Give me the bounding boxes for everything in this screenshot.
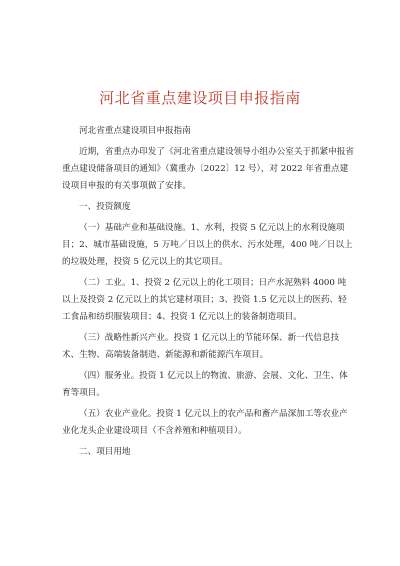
investment-item-industry: （二）工业。1、投资 2 亿元以上的化工项目；日产水泥熟料 4000 吨以上及投资 2 亿元以上的其它建材项目；3、投资 1.5 亿元以上的医药、轻工食品和纺织服装项目；4、投资 1 亿元以上的装备制造项目。 bbox=[62, 278, 347, 322]
section-heading-investment: 一、投资额度 bbox=[79, 202, 131, 212]
section-heading-land: 二、项目用地 bbox=[79, 447, 131, 457]
investment-item-agriculture: （五）农业产业化。投资 1 亿元以上的农产品和畜产品深加工等农业产业化龙头企业建设项目（不含养殖和种植项目）。 bbox=[62, 409, 348, 436]
document-body bbox=[62, 123, 354, 461]
page-title: 河北省重点建设项目申报指南 bbox=[99, 89, 301, 107]
document-subtitle: 河北省重点建设项目申报指南 bbox=[79, 126, 191, 136]
intro-paragraph: 近期，省重点办印发了《河北省重点建设领导小组办公室关于抓紧申报省重点建设储备项目的通知》（冀重办〔2022〕12 号），对 2022 年省重点建设项目申报的有关事项做了安排。 bbox=[62, 147, 355, 191]
investment-item-strategic-emerging: （三）战略性新兴产业。投资 1 亿元以上的节能环保、新一代信息技术、生物、高端装备制造、新能源和新能源汽车项目。 bbox=[62, 333, 340, 360]
investment-item-infrastructure: （一）基础产业和基础设施。1、水利，投资 5 亿元以上的水利设施项目；2、城市基础设施，5 万吨／日以上的供水、污水处理，400 吨／日以上的垃圾处理，投资 5 亿元以上的其它项目。 bbox=[62, 223, 353, 267]
investment-item-services: （四）服务业。投资 1 亿元以上的物流、旅游、会展、文化、卫生、体育等项目。 bbox=[62, 371, 348, 398]
